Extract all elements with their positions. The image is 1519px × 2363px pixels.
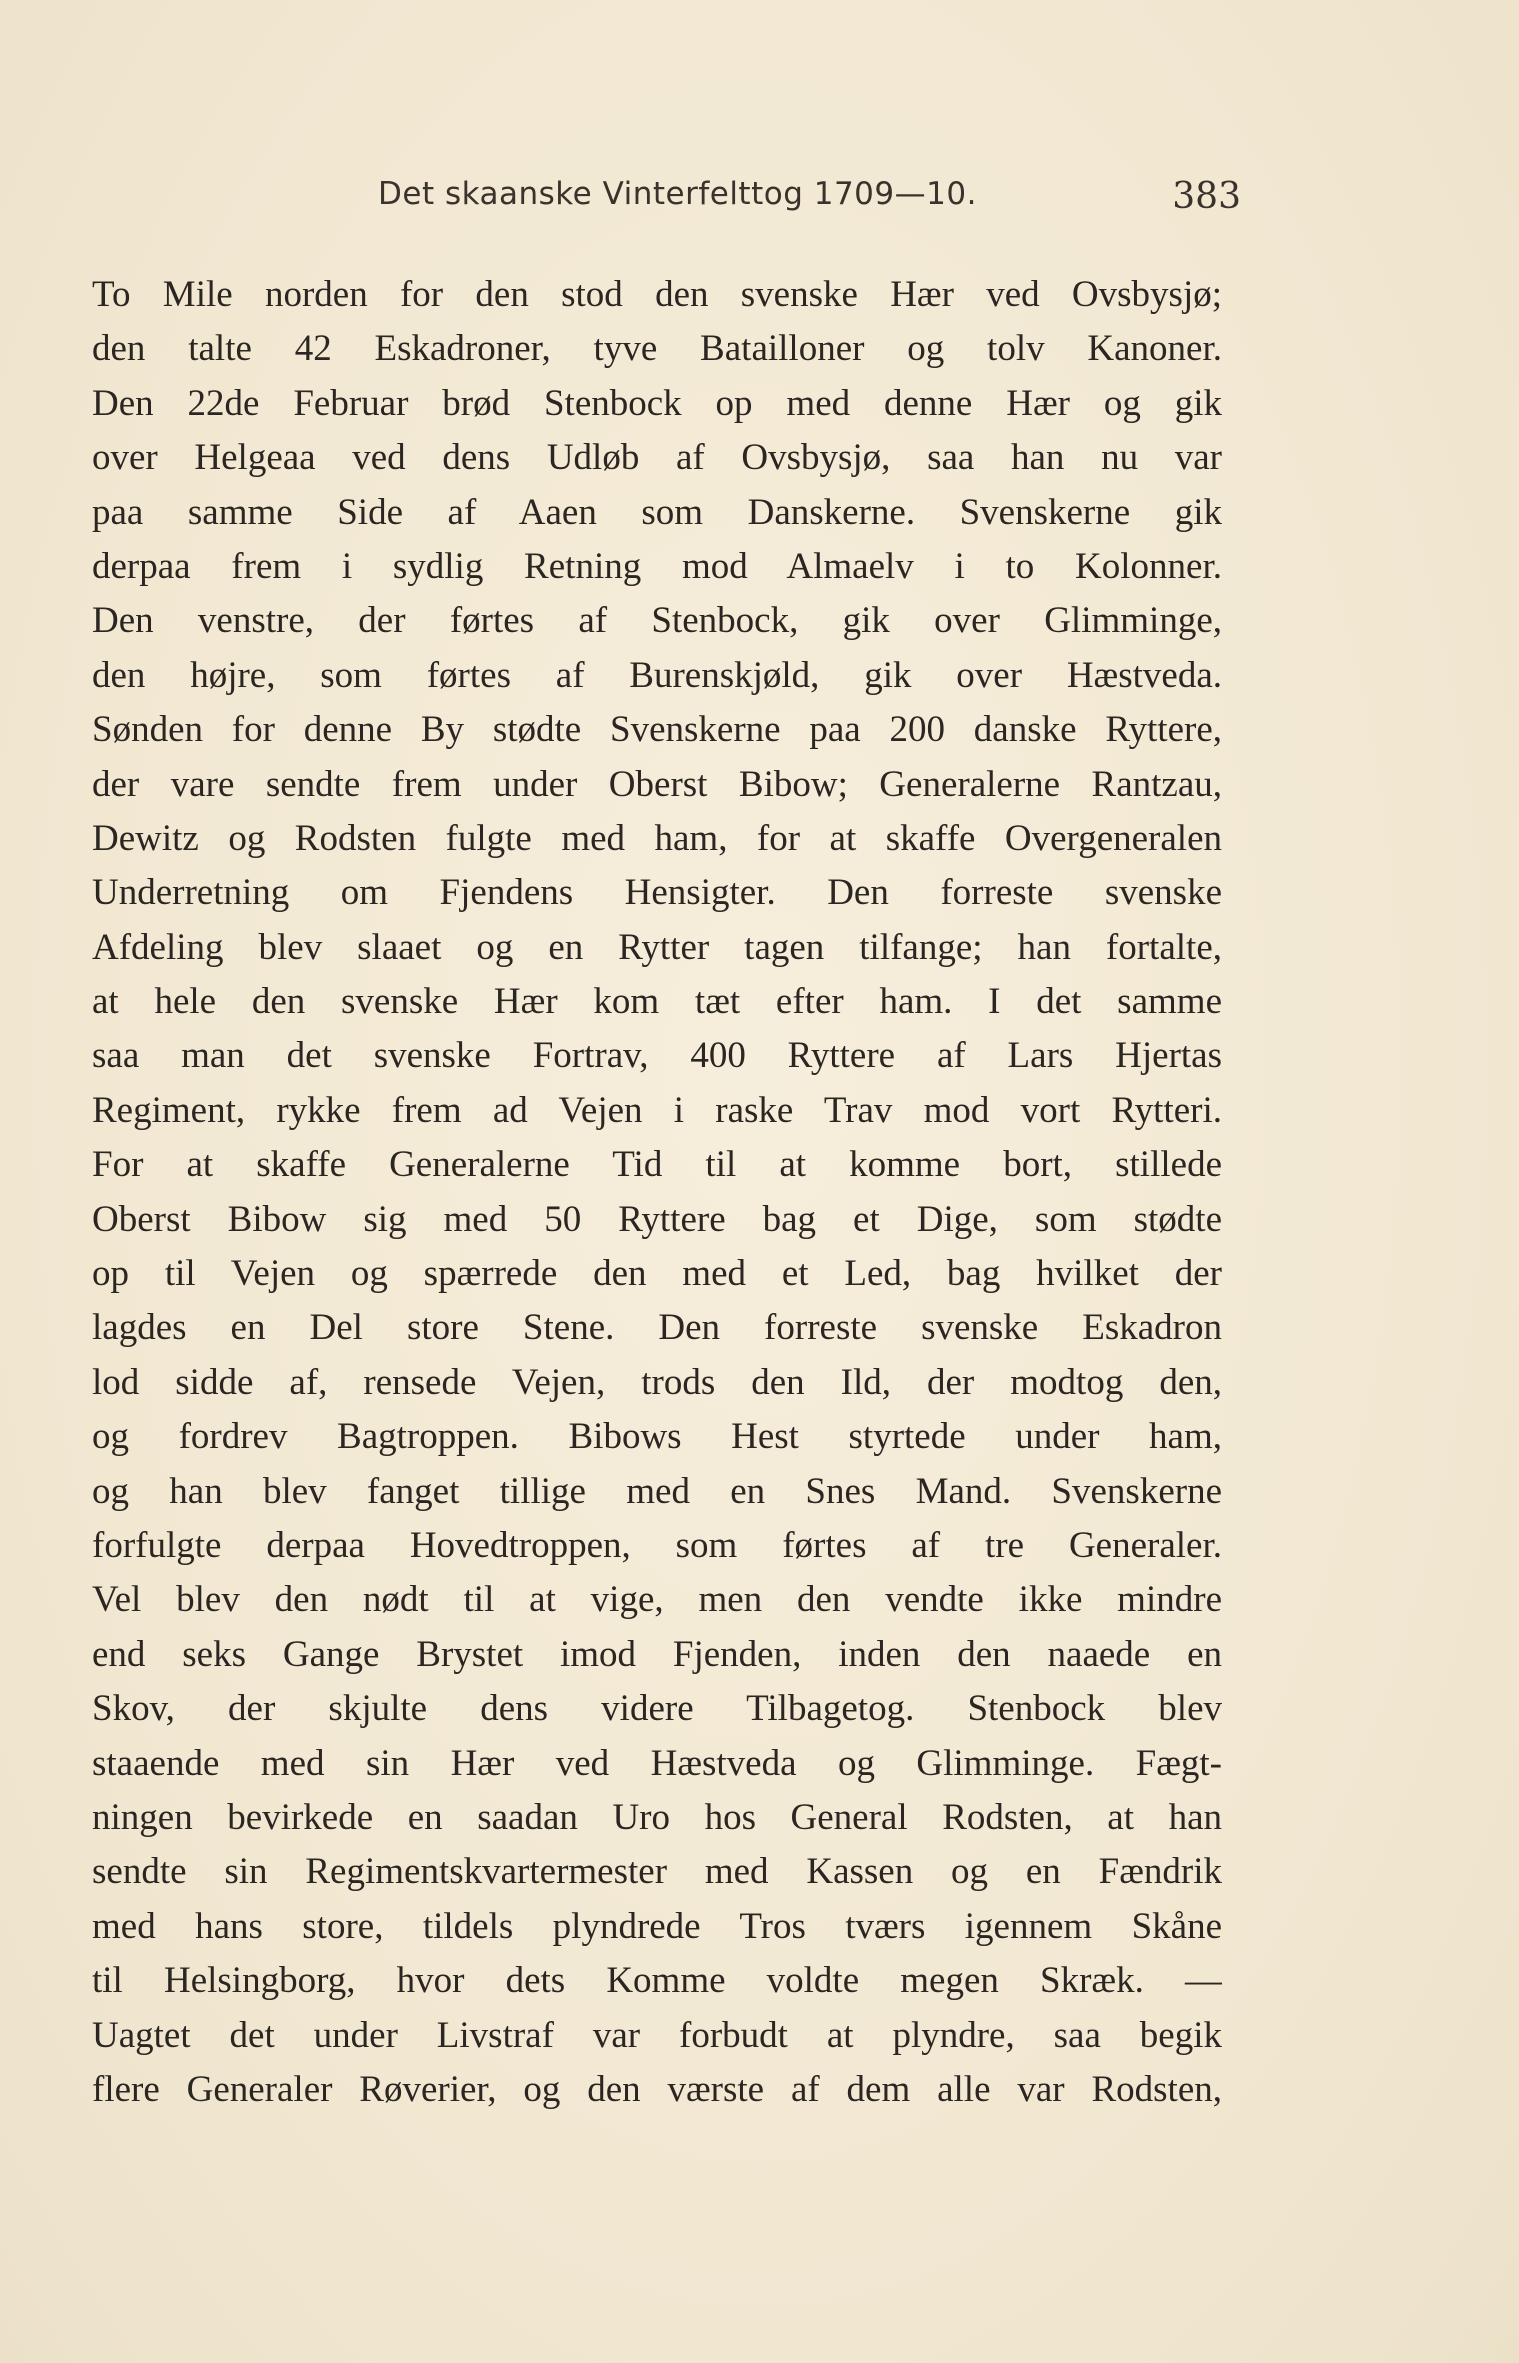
- text-line: og fordrev Bagtroppen. Bibows Hest styrtede under ham,: [92, 1416, 1222, 1458]
- text-line: Sønden for denne By stødte Svenskerne paa 200 danske Ryttere,: [92, 709, 1222, 751]
- text-line: lagdes en Del store Stene. Den forreste svenske Eskadron: [92, 1307, 1222, 1349]
- text-line: den talte 42 Eskadroner, tyve Batailloner og tolv Kanoner.: [92, 328, 1222, 370]
- text-line: Regiment, rykke frem ad Vejen i raske Trav mod vort Rytteri.: [92, 1089, 1222, 1131]
- text-line: Skov, der skjulte dens videre Tilbagetog. Stenbock blev: [92, 1688, 1222, 1730]
- body-text: [92, 268, 1222, 2117]
- text-line: Vel blev den nødt til at vige, men den vendte ikke mindre: [92, 1579, 1222, 1621]
- text-line: den højre, som førtes af Burenskjøld, gik over Hæstveda.: [92, 654, 1222, 696]
- text-line: staaende med sin Hær ved Hæstveda og Glimminge. Fægt-: [92, 1742, 1222, 1784]
- text-line: end seks Gange Brystet imod Fjenden, inden den naaede en: [92, 1633, 1222, 1675]
- text-line: lod sidde af, rensede Vejen, trods den Ild, der modtog den,: [92, 1361, 1222, 1403]
- page-number: 383: [1172, 176, 1241, 217]
- text-line: Oberst Bibow sig med 50 Ryttere bag et Dige, som stødte: [92, 1198, 1222, 1240]
- text-line: forfulgte derpaa Hovedtroppen, som førtes af tre Generaler.: [92, 1524, 1222, 1566]
- text-line: Uagtet det under Livstraf var forbudt at plyndre, saa begik: [92, 2014, 1222, 2056]
- text-line: Underretning om Fjendens Hensigter. Den forreste svenske: [92, 872, 1222, 914]
- text-line: paa samme Side af Aaen som Danskerne. Svenskerne gik: [92, 491, 1222, 533]
- text-line: For at skaffe Generalerne Tid til at komme bort, stillede: [92, 1144, 1222, 1186]
- text-line: sendte sin Regimentskvartermester med Kassen og en Fændrik: [92, 1851, 1222, 1893]
- text-line: op til Vejen og spærrede den med et Led, bag hvilket der: [92, 1253, 1222, 1295]
- text-line: Den 22de Februar brød Stenbock op med denne Hær og gik: [92, 382, 1222, 424]
- text-line: over Helgeaa ved dens Udløb af Ovsbysjø, saa han nu var: [92, 437, 1222, 479]
- text-line: og han blev fanget tillige med en Snes Mand. Svenskerne: [92, 1470, 1222, 1512]
- text-line: derpaa frem i sydlig Retning mod Almaelv i to Kolonner.: [92, 545, 1222, 587]
- text-line: ningen bevirkede en saadan Uro hos General Rodsten, at han: [92, 1796, 1222, 1838]
- running-title: Det skaanske Vinterfelttog 1709—10.: [378, 176, 977, 212]
- text-line: To Mile norden for den stod den svenske Hær ved Ovsbysjø;: [92, 274, 1222, 315]
- text-line: flere Generaler Røverier, og den værste af dem alle var Rodsten,: [92, 2068, 1222, 2110]
- text-line: til Helsingborg, hvor dets Komme voldte megen Skræk. —: [92, 1960, 1222, 2002]
- text-line: Den venstre, der førtes af Stenbock, gik over Glimminge,: [92, 600, 1222, 642]
- running-head: [378, 168, 1248, 228]
- text-line: at hele den svenske Hær kom tæt efter ham. I det samme: [92, 981, 1222, 1023]
- text-line: saa man det svenske Fortrav, 400 Ryttere af Lars Hjertas: [92, 1035, 1222, 1077]
- text-line: Afdeling blev slaaet og en Rytter tagen tilfange; han fortalte,: [92, 926, 1222, 968]
- text-line: Dewitz og Rodsten fulgte med ham, for at skaffe Overgeneralen: [92, 817, 1222, 859]
- text-line: med hans store, tildels plyndrede Tros tværs igennem Skåne: [92, 1905, 1222, 1947]
- text-line: der vare sendte frem under Oberst Bibow; Generalerne Rantzau,: [92, 763, 1222, 805]
